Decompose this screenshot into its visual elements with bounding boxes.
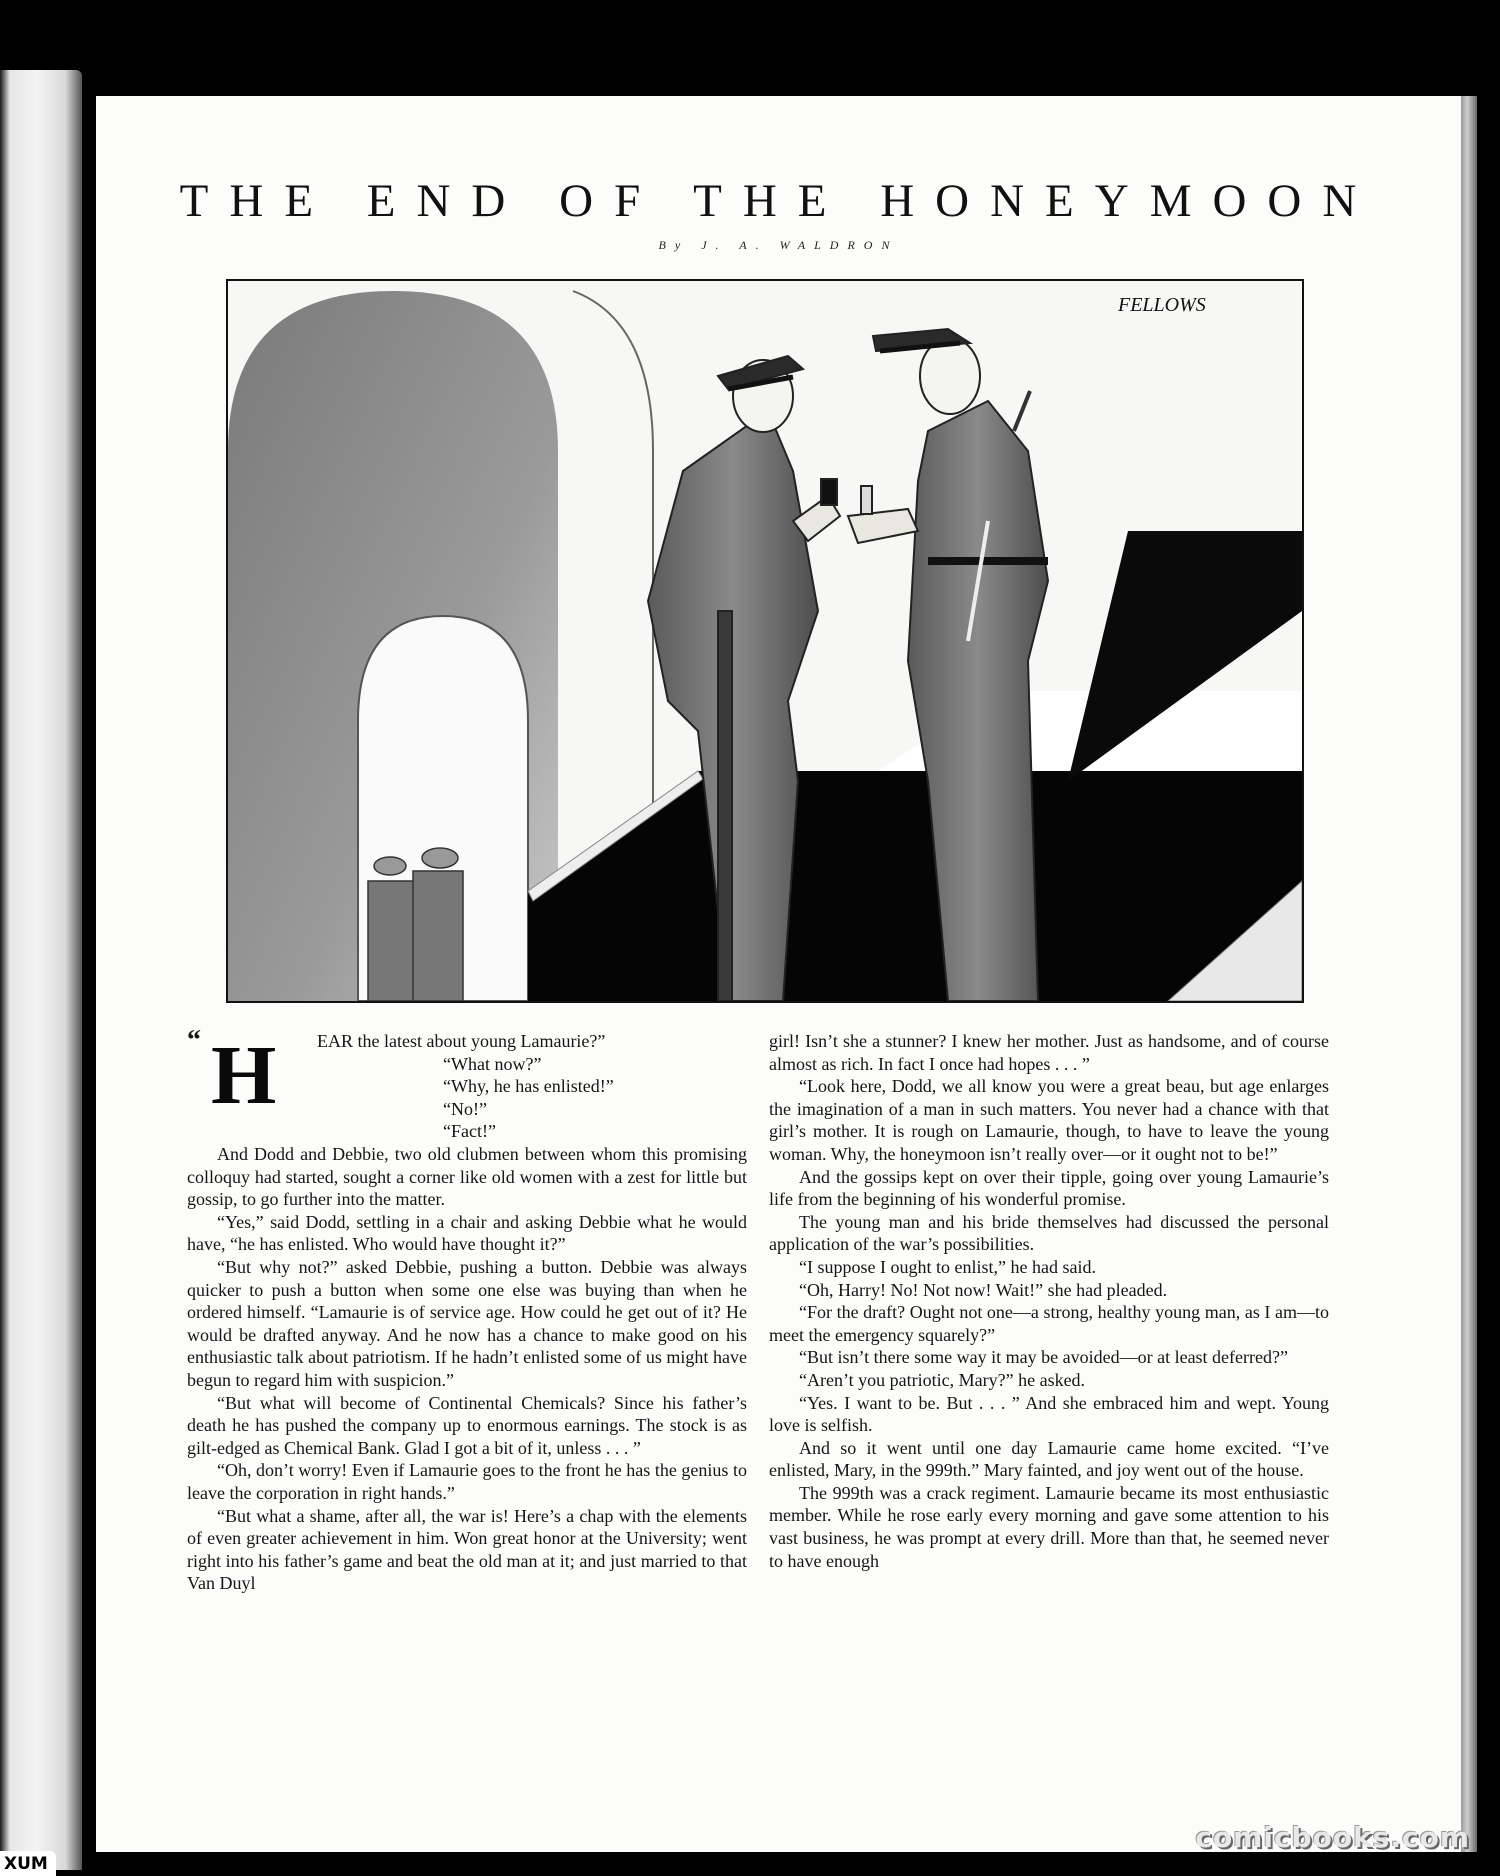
magazine-page — [96, 96, 1461, 1852]
paragraph: “Look here, Dodd, we all know you were a great beau, but age enlarges the imagination of a man in such matters. You never had a chance with that girl’s mother. It is rough on Lamaurie, though, to have to leave the young woman. Why, the honeymoon isn’t really over—or it ought not to be!” — [769, 1076, 1329, 1164]
paragraph: The young man and his bride themselves had discussed the personal application of the war’s possibilities. — [769, 1211, 1329, 1255]
illustration — [226, 279, 1304, 1003]
paragraph: “But what will become of Continental Chemicals? Since his father’s death he has pushed the company up to enormous earnings. The stock is as gilt-edged as Chemical Bank. Glad I got a bit of it, unless . . . ” — [187, 1392, 747, 1458]
paragraph: “Aren’t you patriotic, Mary?” he asked. — [799, 1369, 1086, 1390]
paragraph: “Oh, Harry! No! Not now! Wait!” she had pleaded. — [799, 1279, 1168, 1300]
column-left — [187, 1025, 747, 1595]
illustration-drawing — [228, 281, 1302, 1001]
opening-block — [187, 1025, 747, 1143]
paragraph: And so it went until one day Lamaurie came home excited. “I’ve enlisted, Mary, in the 999th.” Mary fainted, and joy went out of the house. — [769, 1437, 1329, 1481]
paragraph: “Oh, don’t worry! Even if Lamaurie goes to the front he has the genius to leave the corporation in right hands.” — [187, 1460, 747, 1503]
paragraph: “For the draft? Ought not one—a strong, healthy young man, as I am—to meet the emergency squarely?” — [769, 1302, 1329, 1345]
site-watermark: comicbooks.com — [1195, 1821, 1470, 1854]
article-body — [187, 1025, 1333, 1760]
right-page-edge — [1461, 96, 1477, 1852]
corner-tag: XUM — [0, 1851, 56, 1876]
opening-quote: “ — [187, 1025, 201, 1056]
paragraph: And the gossips kept on over their tipple, going over young Lamaurie’s life from the beginning of his wonderful promise. — [769, 1166, 1329, 1210]
dialogue-line: “Fact!” — [443, 1121, 496, 1142]
paragraph: The 999th was a crack regiment. Lamaurie became its most enthusiastic member. While he rose early every morning and gave some attention to his vast business, he was prompt at every drill. More than that, he seemed never to have enough — [769, 1482, 1329, 1571]
paragraph: And Dodd and Debbie, two old clubmen between whom this promising colloquy had started, sought a corner like old women with a zest for little but gossip, to go further into the matter. — [187, 1144, 747, 1210]
column-right — [769, 1030, 1329, 1572]
paragraph: “Yes,” said Dodd, settling in a chair and asking Debbie what he would have, “he has enlisted. Who would have thought it?” — [187, 1211, 747, 1255]
dialogue-line: “Why, he has enlisted!” — [443, 1076, 614, 1097]
left-page-edge — [0, 70, 82, 1870]
paragraph: “I suppose I ought to enlist,” he had said. — [799, 1256, 1096, 1277]
dialogue-line: “No!” — [443, 1098, 487, 1119]
dialogue-line: “What now?” — [443, 1053, 542, 1074]
article-title: THE END OF THE HONEYMOON — [179, 175, 1378, 227]
paragraph: “But what a shame, after all, the war is! Here’s a chap with the elements of even greater achievement in him. Won great honor at the University; went right into his father’s game and beat the old man at it; and just married to that Van Duyl — [187, 1505, 747, 1594]
article-byline: By J. A. WALDRON — [658, 238, 899, 252]
paragraph: “Yes. I want to be. But . . . ” And she embraced him and wept. Young love is selfish. — [769, 1392, 1329, 1436]
illustration-signature: FELLOWS — [1118, 294, 1206, 316]
first-line: EAR the latest about young Lamaurie?” — [317, 1031, 606, 1051]
paragraph: “But isn’t there some way it may be avoided—or at least deferred?” — [799, 1347, 1288, 1368]
paragraph: “But why not?” asked Debbie, pushing a button. Debbie was always quicker to push a button when some one else was buying than when he ordered himself. “Lamaurie is of service age. How could he get out of it? He would be drafted anyway. And he now has a chance to make good on his enthusiastic talk about patriotism. If he hadn’t enlisted some of us might have begun to regard him with suspicion.” — [187, 1256, 747, 1390]
drop-cap: H — [211, 1029, 277, 1122]
paragraph-continued: girl! Isn’t she a stunner? I knew her mother. Just as handsome, and of course almost as rich. In fact I once had hopes . . . ” — [769, 1031, 1329, 1074]
